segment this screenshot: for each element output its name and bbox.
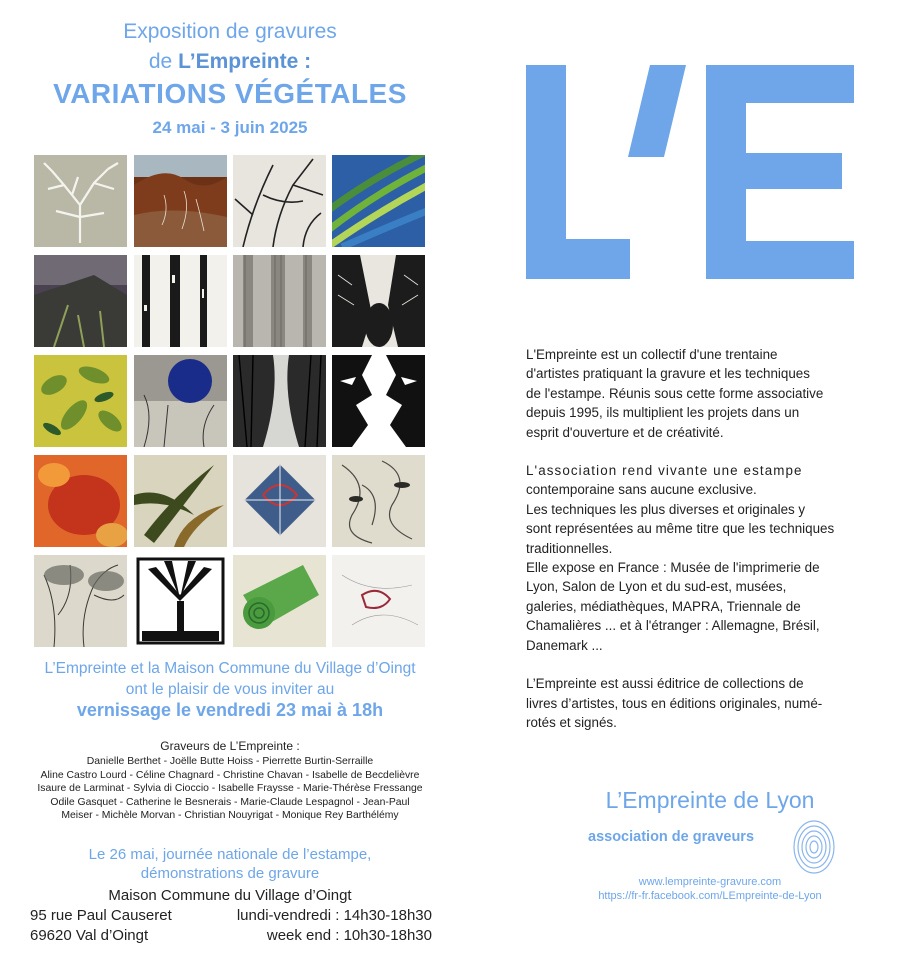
print-day-line-1: Le 26 mai, journée nationale de l’estampe,	[88, 846, 372, 863]
artwork-tile	[134, 355, 227, 447]
artwork-tile	[34, 555, 127, 647]
artwork-tile	[233, 555, 326, 647]
engravers-title: Graveurs de L’Empreinte :	[160, 739, 300, 753]
venue-name: Maison Commune du Village d’Oingt	[108, 887, 352, 904]
artwork-tile	[332, 455, 425, 547]
invite-line-1: L’Empreinte et la Maison Commune du Village d’Oingt	[44, 660, 416, 677]
heading-prefix: de	[148, 50, 179, 73]
logo-text: L’E	[524, 65, 526, 66]
engravers-list	[14, 755, 446, 823]
invite-line-2: ont le plaisir de vous inviter au	[125, 681, 335, 698]
artwork-tile	[134, 555, 227, 647]
website-link[interactable]: www.lempreinte-gravure.com	[638, 876, 782, 888]
artwork-tile	[233, 355, 326, 447]
artwork-tile	[134, 155, 227, 247]
engraving-thumbnail-1	[34, 155, 127, 247]
artwork-tile	[34, 355, 127, 447]
artwork-tile	[332, 555, 425, 647]
brand-name: L’Empreinte de Lyon	[605, 787, 815, 813]
artwork-grid	[34, 155, 426, 647]
logo-letters-graphic	[524, 65, 856, 279]
artwork-tile	[233, 455, 326, 547]
description-paragraph-2: L'association rend vivante une estampe contemporaine sans aucune exclusive. Les techniques les plus diverses et originales y sont représentées au même titre que les techniques traditionnelles. Elle expose en France : Musée de l'imprimerie de Lyon, Salon de Lyon et du sud-est, musées, galeries, médiathèques, MAPRA, Triennale de Chamalières ... et à l'étranger : Allemagne, Brésil, Danemark ...	[526, 463, 835, 653]
description-paragraph-3: L’Empreinte est aussi éditrice de collections de livres d’artistes, tous en éditions originales, numé- rotés et signés.	[526, 676, 823, 730]
print-day-line-2: démonstrations de gravure	[140, 865, 320, 882]
engravers-line: Meiser - Michèle Morvan - Christian Nouyrigat - Monique Rey Barthélémy	[61, 810, 399, 821]
artwork-tile	[233, 255, 326, 347]
engravers-line: Isaure de Larminat - Sylvia di Cioccio - Isabelle Fraysse - Marie-Thérèse Fressange	[37, 783, 423, 794]
artwork-tile	[34, 455, 127, 547]
heading-bold: L’Empreinte :	[178, 50, 312, 73]
engravers-line: Odile Gasquet - Catherine le Besnerais - Marie-Claude Lespagnol - Jean-Paul	[50, 796, 410, 808]
exhibition-title: VARIATIONS VÉGÉTALES	[53, 78, 407, 109]
artwork-tile	[332, 355, 425, 447]
description-paragraph-1: L'Empreinte est un collectif d'une trentaine d'artistes pratiquant la gravure et les techniques de l'estampe. Réunis sous cette forme associative depuis 1995, ils multiplient les projets dans un esprit d'ouverture et de créativité.	[526, 347, 824, 440]
artwork-tile	[332, 255, 425, 347]
artwork-tile	[134, 255, 227, 347]
artwork-tile	[233, 155, 326, 247]
artwork-tile	[34, 255, 127, 347]
exhibition-dates: 24 mai - 3 juin 2025	[152, 118, 308, 137]
fingerprint-icon	[790, 815, 838, 875]
facebook-link[interactable]: https://fr-fr.facebook.com/LEmpreinte-de-Lyon	[598, 890, 822, 902]
artwork-tile	[332, 155, 425, 247]
heading-line-1: Exposition de gravures	[123, 20, 337, 43]
hours-weekend: week end : 10h30-18h30	[266, 927, 432, 944]
brand-subtitle: association de graveurs	[588, 829, 755, 845]
artwork-tile	[34, 155, 127, 247]
hours-weekdays: lundi-vendredi : 14h30-18h30	[236, 907, 432, 924]
artwork-tile	[134, 455, 227, 547]
address-line-1: 95 rue Paul Causeret	[30, 907, 172, 924]
engravers-line: Danielle Berthet - Joëlle Butte Hoiss - Pierrette Burtin-Serraille	[86, 756, 374, 767]
address-line-2: 69620 Val d’Oingt	[30, 927, 149, 944]
lempreinte-logo	[524, 65, 856, 279]
heading-line-2	[0, 50, 460, 74]
vernissage-line: vernissage le vendredi 23 mai à 18h	[76, 700, 384, 720]
engravers-line: Aline Castro Lourd - Céline Chagnard - Christine Chavan - Isabelle de Becdelièvre	[40, 769, 420, 781]
association-description	[526, 345, 861, 751]
